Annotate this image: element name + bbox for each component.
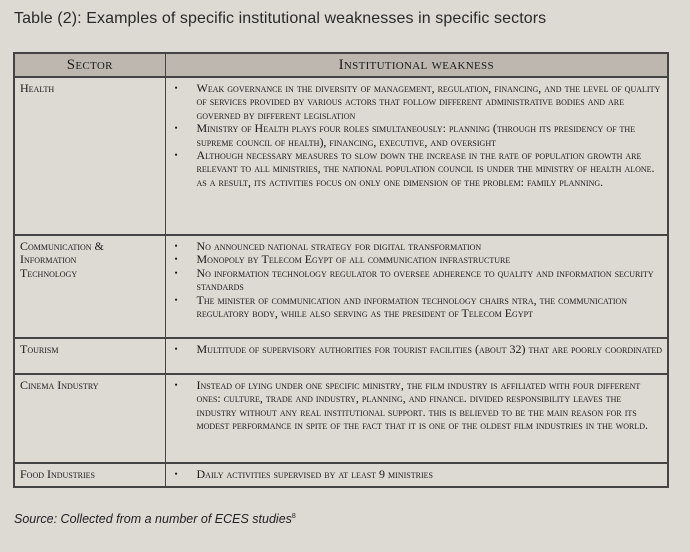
sector-label: Food Industries <box>20 467 96 481</box>
table-row-cinema <box>14 374 668 463</box>
institutional-weakness-table <box>13 52 669 488</box>
sector-label-line: Technology <box>20 265 78 280</box>
sector-label-line: Communication & <box>20 239 104 253</box>
sector-cell <box>14 338 165 374</box>
sector-cell <box>14 463 165 487</box>
list-item: • No information technology regulator to oversee adherence to quality and information security standards <box>172 267 664 294</box>
sector-label-line: Information <box>20 252 77 267</box>
list-item: • Daily activities supervised by at least 9 ministries <box>172 468 664 481</box>
header-institutional-weakness: Institutional weakness <box>165 53 668 77</box>
header-sector: Sector <box>14 53 165 77</box>
table-row-food <box>14 463 668 487</box>
list-item: • Although necessary measures to slow down the increase in the rate of population growth are relevant to all ministries, the national population council is under the ministry of health alone. as a result, its activities focus on only one dimension of the problem: family planning. <box>172 149 664 189</box>
sector-label: Health <box>20 81 55 95</box>
list-item: • Weak governance in the diversity of management, regulation, financing, and the level of quality of services provided by various actors that follow different administrative bodies and are governed by different legislation <box>172 82 664 122</box>
weakness-cell <box>165 374 668 463</box>
weakness-cell <box>165 235 668 338</box>
weakness-cell <box>165 338 668 374</box>
table-row-communication <box>14 235 668 338</box>
sector-cell <box>14 235 165 338</box>
table-title: Table (2): Examples of specific institutional weaknesses in specific sectors <box>14 10 547 27</box>
list-item: • Instead of lying under one specific ministry, the film industry is affiliated with four different ones: culture, trade and industry, planning, and finance. divided responsibility leaves the industry without any real institutional support. this is believed to be the main reason for its modest performance in spite of the fact that it is one of the oldest film industries in the world. <box>172 379 664 433</box>
sector-label: Cinema Industry <box>20 378 99 392</box>
sector-cell <box>14 374 165 463</box>
table-row-tourism <box>14 338 668 374</box>
table-row-health <box>14 77 668 235</box>
footnote-marker: 8 <box>291 512 296 520</box>
list-item: • Multitude of supervisory authorities for tourist facilities (about 32) that are poorly coordinated <box>172 343 664 356</box>
weakness-cell <box>165 463 668 487</box>
list-item: • The minister of communication and information technology chairs ntra, the communication regulatory body, while also serving as the president of Telecom Egypt <box>172 294 664 321</box>
sector-label: Tourism <box>20 342 59 356</box>
source-text: Source: Collected from a number of ECES studies <box>14 512 292 526</box>
list-item: • Monopoly by Telecom Egypt of all communication infrastructure <box>172 253 664 266</box>
list-item: • No announced national strategy for digital transformation <box>172 240 664 253</box>
source-note <box>14 512 296 526</box>
list-item: • Ministry of Health plays four roles simultaneously: planning (through its presidency of the supreme council of health), financing, executive, and oversight <box>172 122 664 149</box>
sector-cell <box>14 77 165 235</box>
table-header-row <box>14 53 668 77</box>
weakness-cell <box>165 77 668 235</box>
